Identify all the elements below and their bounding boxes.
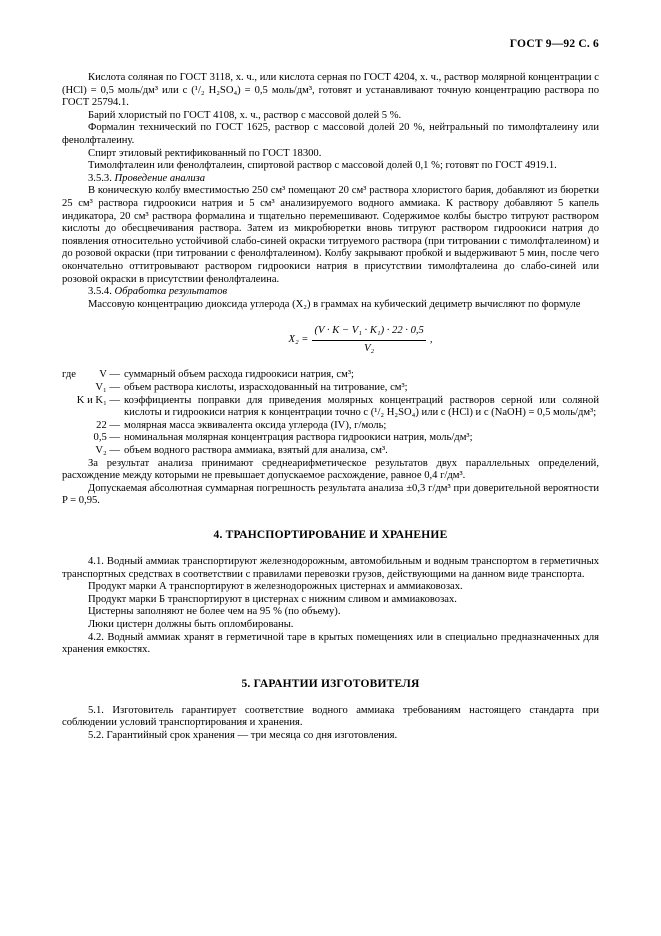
definition-text: объем водного раствора аммиака, взятый для анализа, см³.	[124, 445, 388, 457]
subsection-354-intro: Массовую концентрацию диоксида углерода (X₂) в граммах на кубический дециметр вычисляют по формуле	[88, 298, 581, 310]
section-4-paragraph: Цистерны заполняют не более чем на 95 % (по объему).	[88, 606, 341, 618]
result-paragraph: За результат анализа принимают среднеарифметическое результатов двух параллельных определений, расхождение между которыми не превышает допускаемое расхождение, равное 0,4 г/дм³.	[62, 457, 599, 482]
definition-row	[62, 432, 599, 445]
subsection-354-title: Обработка результатов	[114, 286, 228, 298]
section-4-paragraph: Продукт марки Б транспортируют в цистернах с нижним сливом и аммиаковозах.	[88, 593, 457, 605]
reagent-hcl: Кислота соляная по ГОСТ 3118, х. ч., или кислота серная по ГОСТ 4204, х. ч., раствор молярной концентрации c (HCl) = 0,5 моль/дм³ или c (¹/₂ H₂SO₄) = 0,5 моль/дм³, готовят и устанавливают точную концентрацию раствора по ГОСТ 25794.1.	[62, 72, 599, 109]
page-header: ГОСТ 9—92 С. 6	[509, 38, 599, 50]
subsection-354-heading	[62, 286, 599, 299]
formula-fraction	[312, 325, 425, 355]
definition-symbol: V₂ —	[95, 445, 120, 457]
reagent-indicator: Тимолфталеин или фенолфталеин, спиртовой раствор с массовой долей 0,1 %; готовят по ГОСТ 4919.1.	[88, 160, 557, 172]
definition-symbol: 22 —	[96, 419, 120, 431]
section-4-paragraph: Люки цистерн должны быть опломбированы.	[88, 618, 294, 630]
definitions-list	[62, 369, 599, 457]
subsection-353-text: В коническую колбу вместимостью 250 см³ помещают 20 см³ раствора хлористого бария, добавляют из бюретки 25 см³ раствора гидроокиси натрия и 5 см³ анализируемого водного аммиака. К раствору добавляют 5 капель индикатора, 20 см³ раствора формалина и тщательно перемешивают. Содержимое колбы быстро титруют раствором кислоты до обесцвечивания раствора. Затем из микробюретки вновь титруют раствором гидроокиси натрия до появления относительно устойчивой слабо-синей окраски титруемого раствора (при титровании с тимолфталеином) и до розовой окраски (при титровании с фенолфталеином). Колбу закрывают пробкой и выдерживают 5 мин, после чего окончательно оттитровывают раствором гидроокиси натрия в присутствии тимолфталеина до слабо-синей или розовой окраски в присутствии фенолфталеина.	[62, 185, 599, 285]
definition-text: молярная масса эквивалента оксида углерода (IV), г/моль;	[124, 419, 387, 431]
definition-symbol: V —	[99, 369, 120, 381]
section-4-paragraph: Продукт марки А транспортируют в железнодорожных цистернах и аммиаковозах.	[88, 581, 463, 593]
definition-row	[62, 395, 599, 420]
definition-symbol: 0,5 —	[93, 432, 120, 444]
definition-text: коэффициенты поправки для приведения молярных концентраций растворов серной или соляной кислоты и гидроокиси натрия к концентрации точно c (¹/₂ H₂SO₄) или c (HCl) и c (NaOH) = 0,5 моль/дм³;	[124, 394, 599, 419]
where-label: где	[62, 369, 76, 381]
subsection-353-heading	[62, 173, 599, 186]
page-content	[62, 72, 599, 743]
formula	[122, 325, 599, 355]
formula-tail: ,	[429, 334, 433, 346]
subsection-353-number: 3.5.3.	[88, 172, 112, 184]
definition-row	[62, 369, 599, 382]
reagent-barium: Барий хлористый по ГОСТ 4108, х. ч., раствор с массовой долей 5 %.	[88, 109, 402, 121]
formula-numerator: (V · K − V₁ · K₁) · 22 · 0,5	[312, 325, 425, 341]
definition-symbol: V₁ —	[95, 382, 120, 394]
subsection-353-title: Проведение анализа	[114, 172, 206, 184]
section-4-heading: 4. ТРАНСПОРТИРОВАНИЕ И ХРАНЕНИЕ	[213, 529, 448, 541]
definition-text: суммарный объем расхода гидроокиси натрия, см³;	[124, 369, 354, 381]
section-5-paragraph: 5.2. Гарантийный срок хранения — три месяца со дня изготовления.	[88, 729, 398, 741]
reagent-formalin: Формалин технический по ГОСТ 1625, раствор с массовой долей 20 %, нейтральный по тимолфталеину или фенолфталеину.	[62, 122, 599, 146]
definition-symbol: K и K₁ —	[76, 394, 120, 406]
definition-text: объем раствора кислоты, израсходованный на титрование, см³;	[124, 382, 408, 394]
formula-lhs: X₂ =	[288, 334, 309, 346]
reagent-ethanol: Спирт этиловый ректификованный по ГОСТ 18300.	[88, 147, 322, 159]
subsection-354-number: 3.5.4.	[88, 286, 112, 298]
definition-row	[62, 382, 599, 395]
error-paragraph: Допускаемая абсолютная суммарная погрешность результата анализа ±0,3 г/дм³ при доверительной вероятности P = 0,95.	[62, 482, 599, 507]
definition-row	[62, 420, 599, 433]
section-4-paragraph: 4.2. Водный аммиак хранят в герметичной таре в крытых помещениях или в специально предназначенных для хранения емкостях.	[62, 631, 599, 656]
section-5-paragraph: 5.1. Изготовитель гарантирует соответствие водного аммиака требованиям настоящего стандарта при соблюдении условий транспортирования и хранения.	[62, 704, 599, 729]
definition-text: номинальная молярная концентрация раствора гидроокиси натрия, моль/дм³;	[124, 432, 473, 444]
section-4-paragraph: 4.1. Водный аммиак транспортируют железнодорожным, автомобильным и водным транспортом в герметичных транспортных средствах в соответствии с правилами перевозки грузов, действующими на данном виде транспорта.	[62, 556, 599, 580]
section-5-heading: 5. ГАРАНТИИ ИЗГОТОВИТЕЛЯ	[241, 677, 420, 690]
definition-row	[62, 445, 599, 458]
formula-denominator: V₂	[364, 342, 375, 354]
